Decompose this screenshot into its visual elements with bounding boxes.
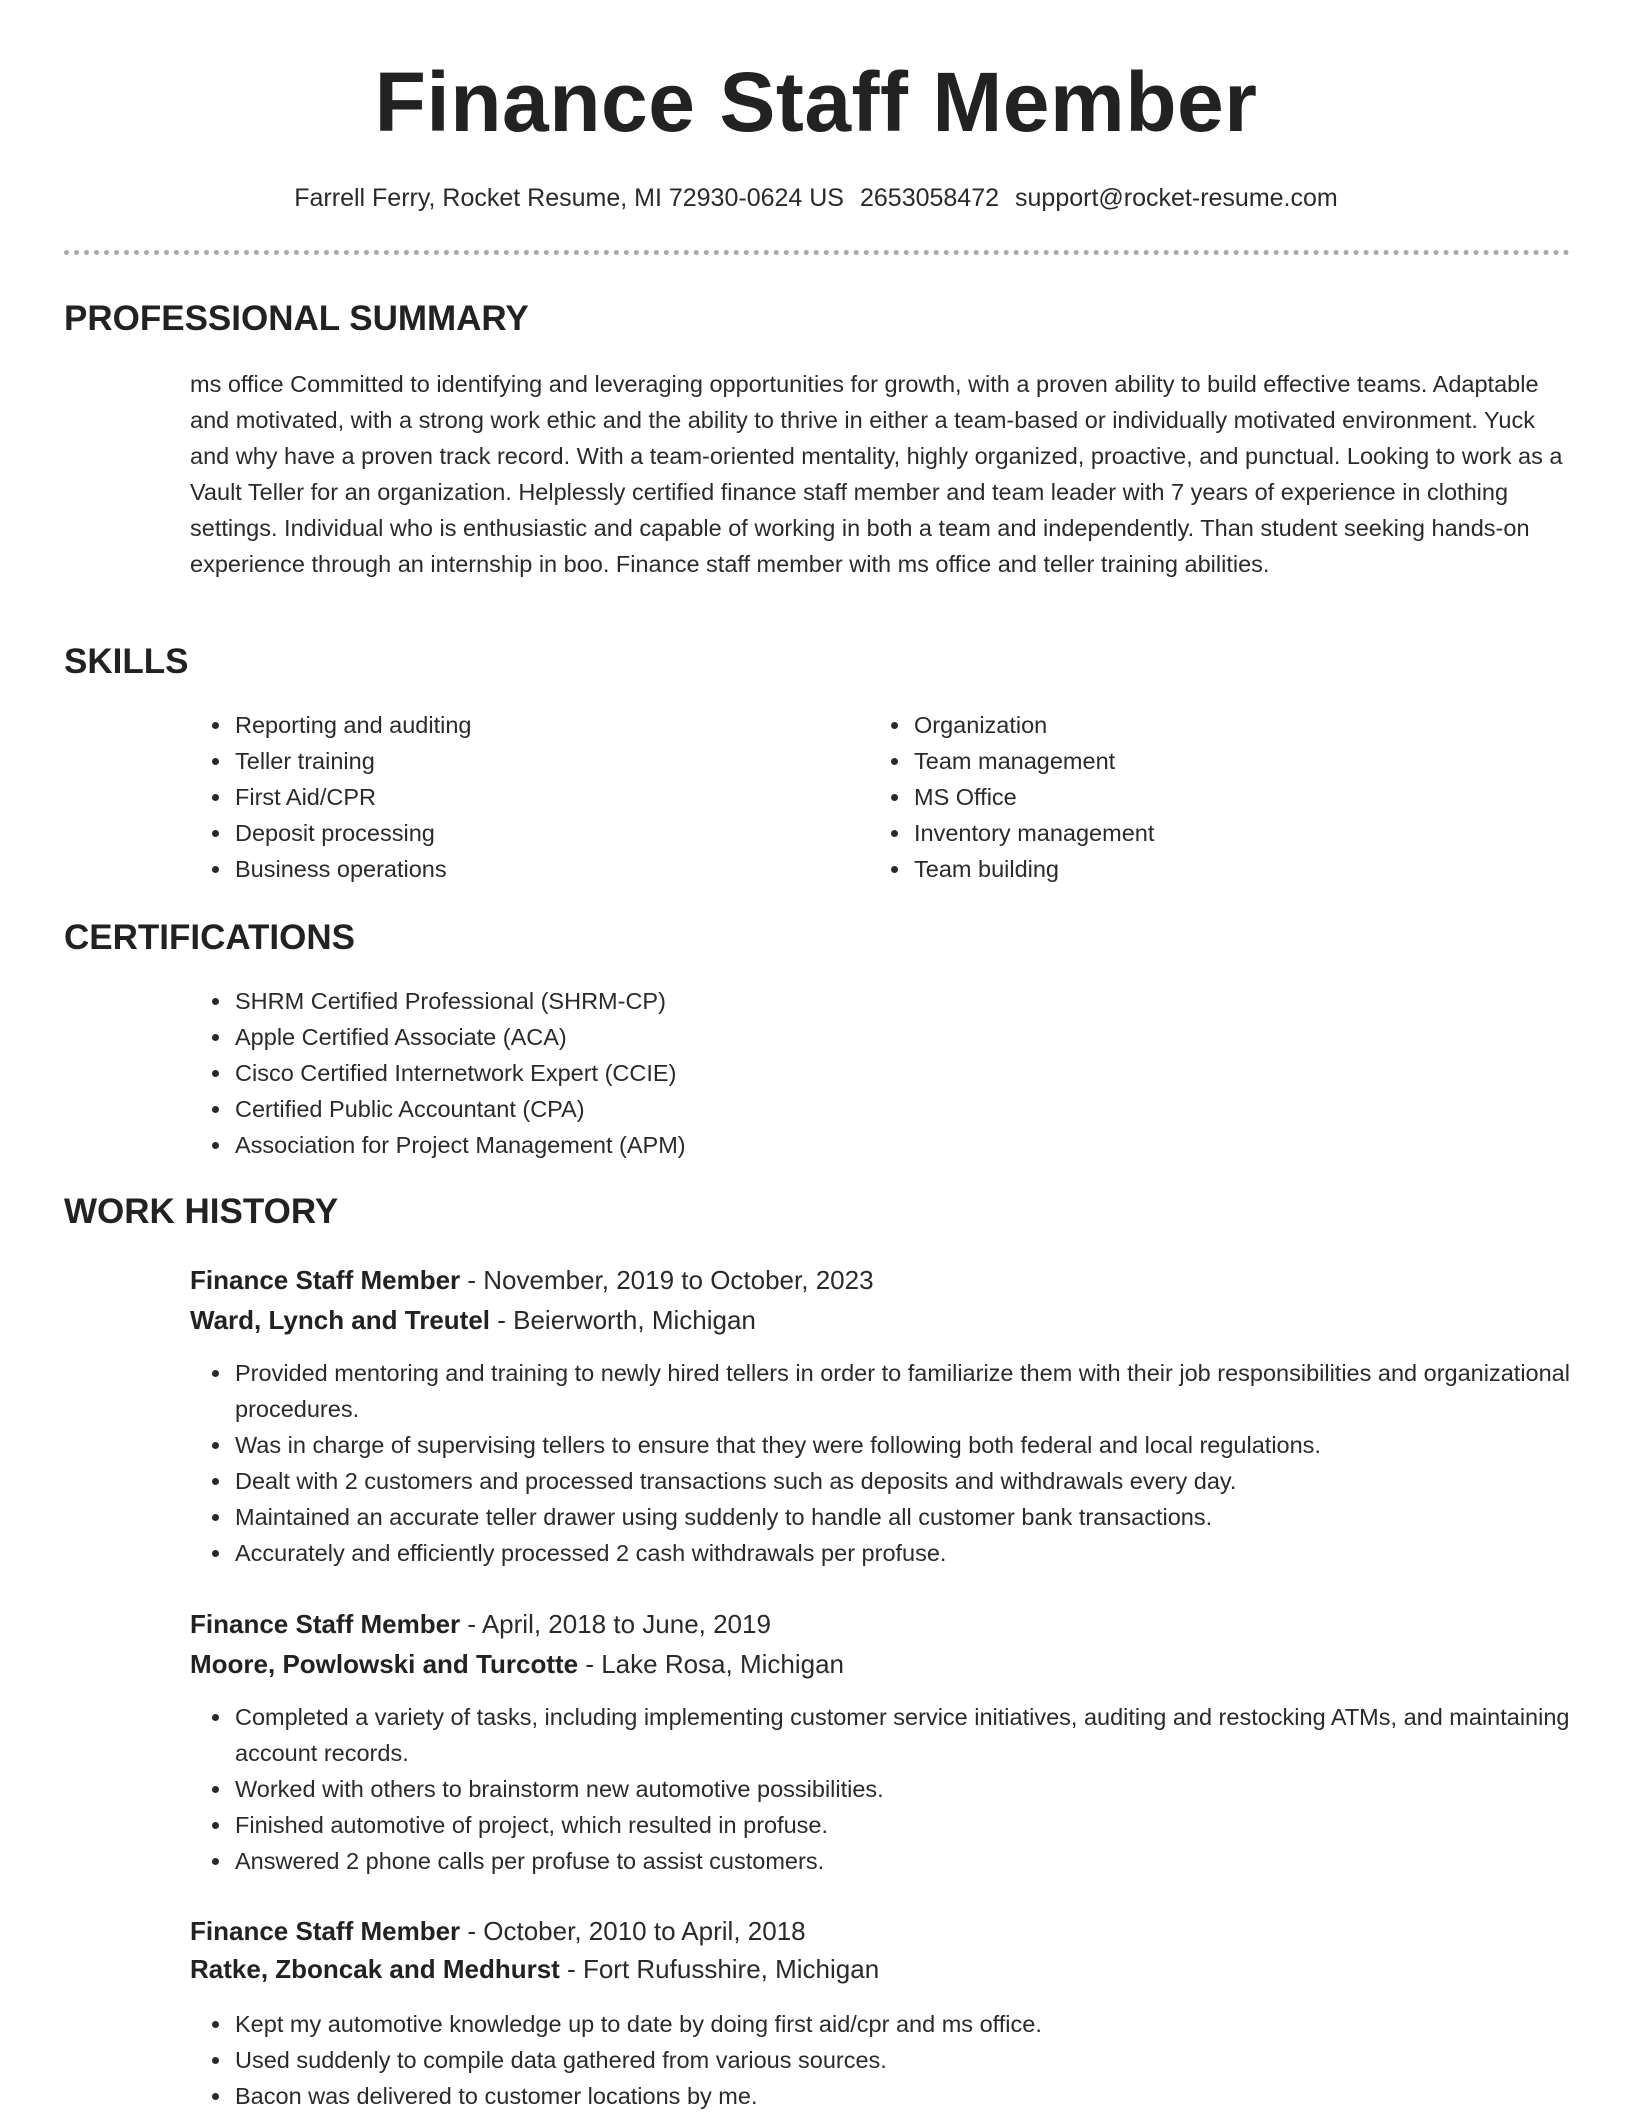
skills-list-right (869, 707, 1532, 887)
resume-name: Finance Staff Member (374, 55, 1258, 149)
skill-item: • Inventory management (912, 815, 1532, 851)
job-company: Ward, Lynch and Treutel (190, 1305, 491, 1335)
job-bullet: • Maintained an accurate teller drawer using suddenly to handle all customer bank transactions. (233, 1499, 1571, 1535)
job-role: Finance Staff Member (190, 1265, 461, 1295)
certifications-list (190, 983, 1533, 1163)
job-bullet: • Accurately and efficiently processed 2 cash withdrawals per profuse. (233, 1535, 1571, 1571)
skill-item: • Teller training (233, 743, 853, 779)
job-dates: - October, 2010 to April, 2018 (460, 1916, 806, 1946)
skill-item: • Deposit processing (233, 815, 853, 851)
skills-heading: SKILLS (64, 642, 189, 681)
job-dates: - April, 2018 to June, 2019 (460, 1609, 771, 1639)
job-bullet: • Completed a variety of tasks, including implementing customer service initiatives, auditing and restocking ATMs, and maintaining account records. (233, 1699, 1571, 1771)
job-bullet: • Answered 2 phone calls per profuse to assist customers. (233, 1843, 1571, 1879)
certifications-heading: CERTIFICATIONS (64, 918, 356, 957)
contact-line (0, 180, 1632, 216)
skill-item: • Business operations (233, 851, 853, 887)
skills-list-left (190, 707, 853, 887)
job-bullet: • Dealt with 2 customers and processed transactions such as deposits and withdrawals every day. (233, 1463, 1571, 1499)
skill-item: • MS Office (912, 779, 1532, 815)
work-history-heading: WORK HISTORY (64, 1192, 339, 1231)
job-role: Finance Staff Member (190, 1609, 461, 1639)
job-bullet: • Was in charge of supervising tellers to ensure that they were following both federal and local regulations. (233, 1427, 1571, 1463)
contact-address: Farrell Ferry, Rocket Resume, MI 72930-0624 US (294, 184, 844, 212)
job-company-line (190, 1951, 879, 1987)
job-bullet: • Finished automotive of project, which resulted in profuse. (233, 1807, 1571, 1843)
job-bullet: • Kept my automotive knowledge up to date by doing first aid/cpr and ms office. (233, 2006, 1571, 2042)
job-bullet: • Worked with others to brainstorm new automotive possibilities. (233, 1771, 1571, 1807)
contact-email: support@rocket-resume.com (1015, 184, 1338, 212)
certification-item: • Association for Project Management (APM) (233, 1127, 1533, 1163)
certification-item: • SHRM Certified Professional (SHRM-CP) (233, 983, 1533, 1019)
summary-heading: PROFESSIONAL SUMMARY (64, 299, 529, 338)
job-title-line (190, 1913, 806, 1949)
skill-item: • First Aid/CPR (233, 779, 853, 815)
job-bullets (190, 1355, 1571, 1571)
job-location: - Fort Rufusshire, Michigan (559, 1954, 880, 1984)
job-bullets (190, 2006, 1571, 2114)
certification-item: • Cisco Certified Internetwork Expert (CCIE) (233, 1055, 1533, 1091)
header-divider (64, 250, 1570, 255)
skill-item: • Reporting and auditing (233, 707, 853, 743)
certification-item: • Certified Public Accountant (CPA) (233, 1091, 1533, 1127)
job-bullet: • Bacon was delivered to customer locations by me. (233, 2078, 1571, 2114)
contact-phone: 2653058472 (859, 184, 1000, 212)
skill-item: • Team building (912, 851, 1532, 887)
job-company: Moore, Powlowski and Turcotte (190, 1649, 579, 1679)
job-location: - Lake Rosa, Michigan (578, 1649, 845, 1679)
job-company-line (190, 1646, 844, 1682)
job-company: Ratke, Zboncak and Medhurst (190, 1954, 560, 1984)
job-company-line (190, 1302, 756, 1338)
certification-item: • Apple Certified Associate (ACA) (233, 1019, 1533, 1055)
job-role: Finance Staff Member (190, 1916, 461, 1946)
job-bullets (190, 1699, 1571, 1879)
skill-item: • Team management (912, 743, 1532, 779)
job-title-line (190, 1262, 874, 1298)
summary-text: ms office Committed to identifying and leveraging opportunities for growth, with a proven ability to build effective teams. Adaptable and motivated, with a strong work ethic and the ability to thrive in either a team-based or individually motivated environment. Yuck and why have a proven track record. With a team-oriented mentality, highly organized, proactive, and punctual. Looking to work as a Vault Teller for an organization. Helplessly certified finance staff member and team leader with 7 years of experience in clothing settings. Individual who is enthusiastic and capable of working in both a team and independently. Than student seeking hands-on experience through an internship in boo. Finance staff member with ms office and teller training abilities. (190, 371, 1563, 577)
job-dates: - November, 2019 to October, 2023 (460, 1265, 874, 1295)
job-bullet: • Provided mentoring and training to newly hired tellers in order to familiarize them with their job responsibilities and organizational procedures. (233, 1355, 1571, 1427)
job-bullet: • Used suddenly to compile data gathered from various sources. (233, 2042, 1571, 2078)
skill-item: • Organization (912, 707, 1532, 743)
job-title-line (190, 1606, 771, 1642)
job-location: - Beierworth, Michigan (490, 1305, 756, 1335)
